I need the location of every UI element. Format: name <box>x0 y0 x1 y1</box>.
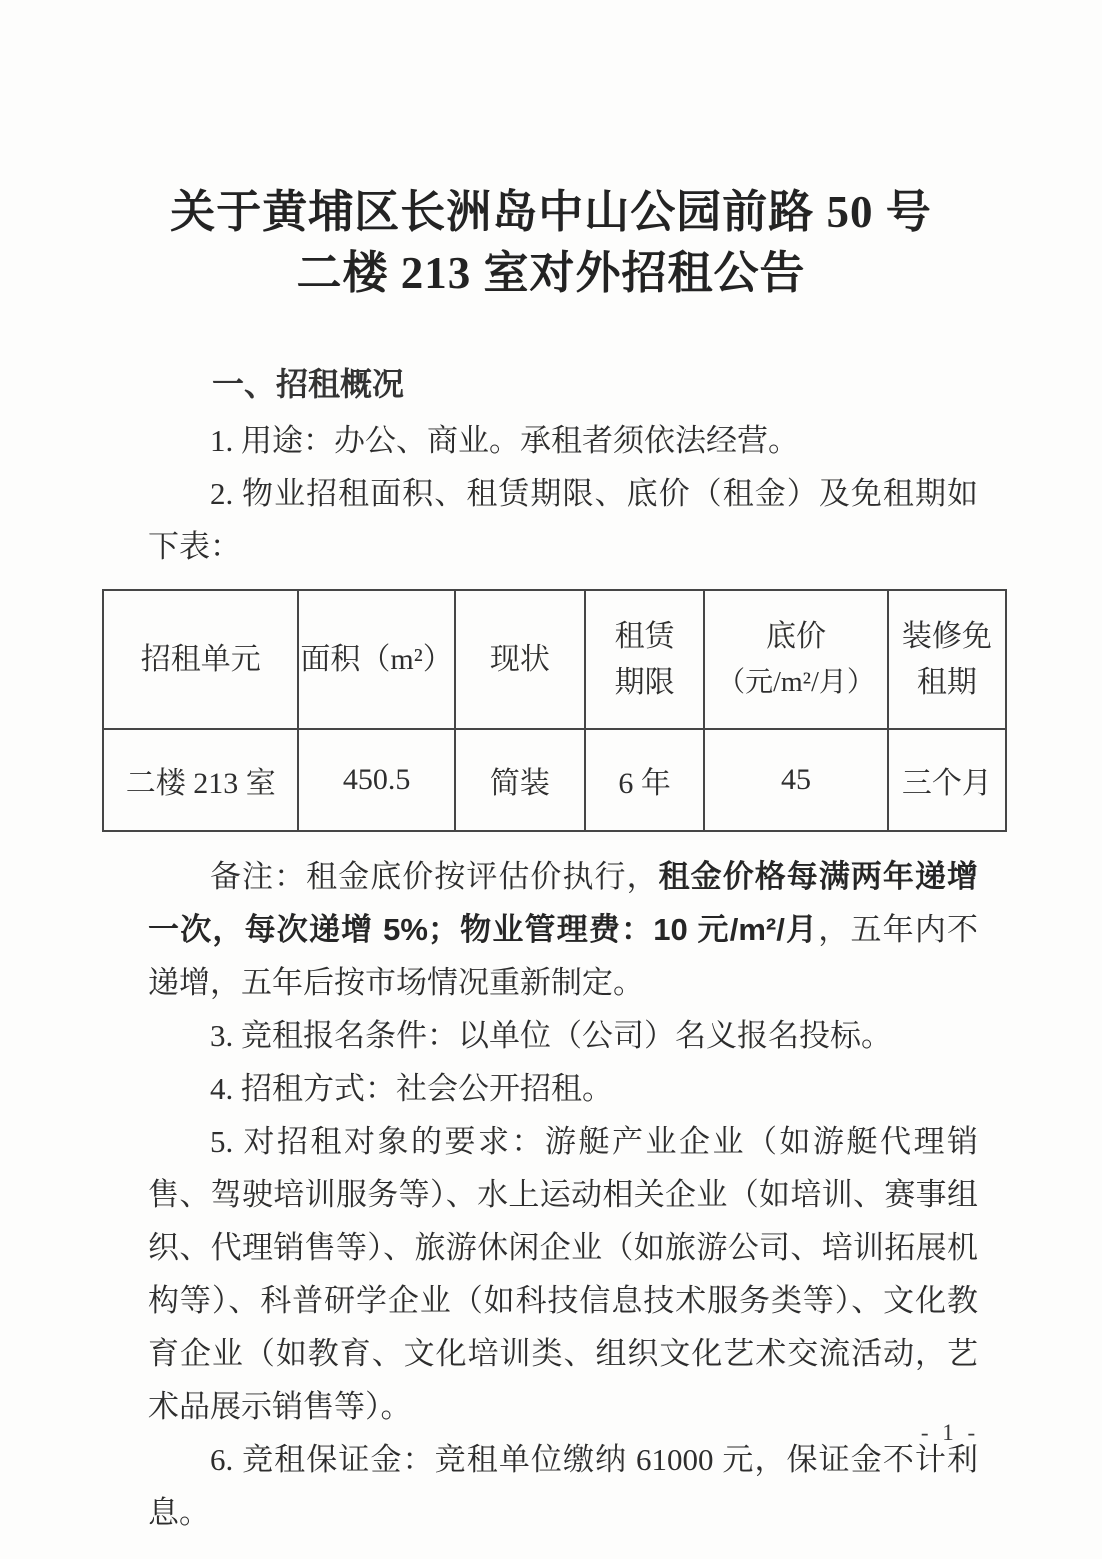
header-condition-label: 现状 <box>489 642 550 676</box>
paragraph-item-2: 2. 物业招租面积、租赁期限、底价（租金）及免租期如下表： <box>148 476 978 564</box>
title-line-2: 二楼 213 室对外招租公告 <box>296 248 806 298</box>
header-base-price-line2: （元/m²/月） <box>717 666 875 698</box>
header-rent-unit <box>103 590 298 729</box>
remark-regular-prefix: 备注：租金底价按评估价执行， <box>210 859 659 894</box>
header-rent-free-line2: 租期 <box>916 665 977 699</box>
header-lease-term-line1: 租赁 <box>614 619 675 653</box>
header-base-price-line1: 底价 <box>765 619 826 653</box>
rent-info-table <box>102 589 1007 832</box>
paragraph-item-5: 5. 对招租对象的要求：游艇产业企业（如游艇代理销售、驾驶培训服务等）、水上运动相关企业（如培训、赛事组织、代理销售等）、旅游休闲企业（如旅游公司、培训拓展机构等）、科普研学企业（如科技信息技术服务类等）、文化教育企业（如教育、文化培训类、组织文化艺术交流活动，艺术品展示销售等）。 <box>148 1124 978 1424</box>
cell-lease-term: 6 年 <box>585 729 704 831</box>
remark-paragraph <box>148 850 978 1009</box>
header-condition <box>455 590 585 729</box>
title-line-1: 关于黄埔区长洲岛中山公园前路 50 号 <box>170 187 932 237</box>
remark-regular-suffix: ，五年内不递增，五年后按市场情况重新制定。 <box>148 912 979 1000</box>
section-heading: 一、招租概况 <box>212 366 405 402</box>
paragraph-item-4: 4. 招租方式：社会公开招租。 <box>210 1071 613 1106</box>
cell-base-price: 45 <box>704 729 887 831</box>
header-area-label: 面积（m²） <box>300 642 453 676</box>
header-lease-term-line2: 期限 <box>614 665 675 699</box>
document-title <box>0 0 1102 304</box>
header-area <box>298 590 454 729</box>
header-lease-term <box>585 590 704 729</box>
paragraph-item-1: 1. 用途：办公、商业。承租者须依法经营。 <box>210 423 799 458</box>
table-body <box>103 729 1006 831</box>
header-rent-unit-label: 招租单元 <box>140 642 261 676</box>
cell-condition: 简装 <box>455 729 585 831</box>
cell-rent-unit: 二楼 213 室 <box>103 729 298 831</box>
remark-bold-text: 租金价格每满两年递增一次，每次递增 5%；物业管理费：10 元/m²/月 <box>148 859 978 947</box>
table-row <box>103 729 1006 831</box>
cell-rent-free-period: 三个月 <box>888 729 1006 831</box>
cell-area: 450.5 <box>298 729 454 831</box>
paragraph-item-6: 6. 竞租保证金：竞租单位缴纳 61000 元，保证金不计利息。 <box>148 1442 978 1530</box>
header-rent-free-line1: 装修免 <box>901 619 992 653</box>
header-rent-free-period <box>888 590 1006 729</box>
page-number: - 1 - <box>920 1420 980 1445</box>
document-body <box>125 361 992 1539</box>
table-header-row <box>103 590 1006 729</box>
header-base-price <box>704 590 887 729</box>
paragraph-item-3: 3. 竞租报名条件：以单位（公司）名义报名投标。 <box>210 1018 892 1053</box>
